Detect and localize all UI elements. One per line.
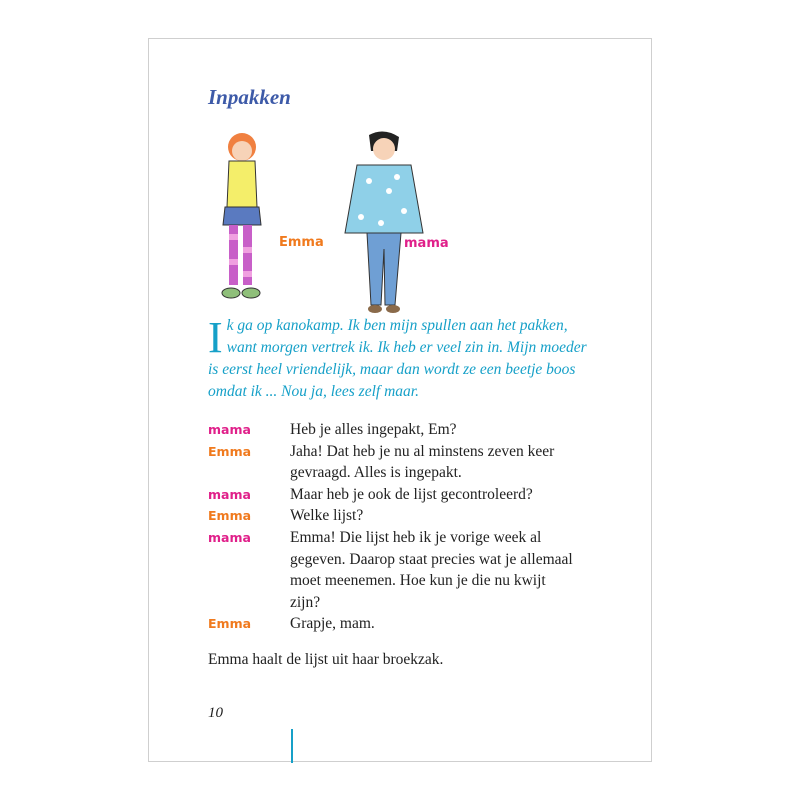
emma-label: Emma <box>279 235 324 250</box>
drop-cap: I <box>208 313 223 362</box>
emma-figure <box>222 133 261 298</box>
page-tab-marker <box>291 729 293 763</box>
speech-text: Welke lijst? <box>290 507 364 525</box>
speech-text: Grapje, mam. <box>290 615 375 633</box>
speech-text: moet meenemen. Hoe kun je die nu kwijt <box>290 572 546 590</box>
dialogue <box>208 419 608 635</box>
speaker-name: mama <box>208 486 251 502</box>
dialogue-line <box>208 484 608 506</box>
book-page <box>148 38 652 762</box>
dialogue-line <box>208 527 608 549</box>
speech-text: zijn? <box>290 593 321 611</box>
chapter-title: Inpakken <box>208 85 291 109</box>
intro-text: k ga op kanokamp. Ik ben mijn spullen aan het pakken, want morgen vertrek ik. Ik heb er veel zin in. Mijn moeder is eerst heel vriendelijk, maar dan wordt ze een beetje boos omdat ik ... Nou ja, lees zelf maar. <box>208 317 587 400</box>
dialogue-line <box>208 613 608 635</box>
intro-paragraph <box>208 315 598 403</box>
speaker-name: Emma <box>208 616 252 632</box>
speaker-name <box>208 592 290 614</box>
speaker-name <box>208 462 290 484</box>
speaker-name: Emma <box>208 443 252 459</box>
dialogue-line <box>208 505 608 527</box>
speech-text: gegeven. Daarop staat precies wat je allemaal <box>290 550 573 568</box>
speaker-name: mama <box>208 529 251 545</box>
speech-text: Maar heb je ook de lijst gecontroleerd? <box>290 485 533 503</box>
speaker-name <box>208 570 290 592</box>
speech-text: Heb je alles ingepakt, Em? <box>290 421 457 438</box>
speaker-name: Emma <box>208 508 252 524</box>
speaker-name <box>208 549 290 571</box>
mama-figure <box>345 131 423 313</box>
dialogue-line <box>208 441 608 463</box>
mama-label: mama <box>404 236 449 251</box>
dialogue-line <box>208 592 608 614</box>
closing-sentence: Emma haalt de lijst uit haar broekzak. <box>208 651 444 668</box>
speech-text: gevraagd. Alles is ingepakt. <box>290 464 462 482</box>
dialogue-line <box>208 419 608 441</box>
dialogue-line <box>208 549 608 571</box>
speech-text: Jaha! Dat heb je nu al minstens zeven keer <box>290 442 555 460</box>
speaker-name: mama <box>208 422 251 437</box>
characters-illustration <box>209 129 449 319</box>
dialogue-line <box>208 570 608 592</box>
dialogue-line <box>208 462 608 484</box>
speech-text: Emma! Die lijst heb ik je vorige week al <box>290 528 542 546</box>
page-number: 10 <box>208 705 223 721</box>
